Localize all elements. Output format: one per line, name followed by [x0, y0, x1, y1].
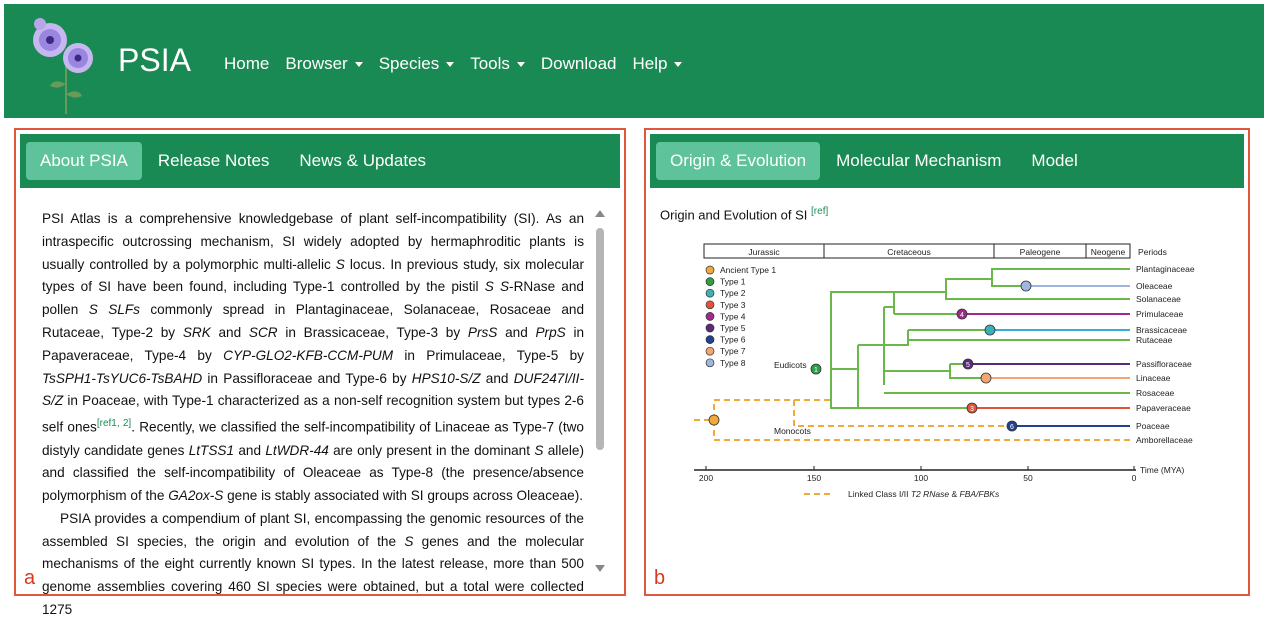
type-legend — [706, 265, 776, 368]
legend-label: Type 5 — [720, 323, 746, 333]
axis-tick-label: 150 — [806, 473, 822, 483]
taxon-label: Brassicaceae — [1136, 325, 1188, 335]
node-number-6: 6 — [1010, 424, 1014, 431]
evolution-panel — [644, 128, 1250, 596]
legend-label: Type 2 — [720, 288, 746, 299]
tab-release-notes[interactable]: Release Notes — [157, 151, 270, 170]
axis-tick-label: 200 — [698, 473, 714, 483]
taxon-label: Solanaceae — [1136, 294, 1181, 304]
menu-download[interactable] — [541, 54, 617, 74]
node-number-5: 5 — [966, 362, 970, 369]
taxon-label: Oleaceae — [1136, 281, 1173, 291]
taxon-label: Amborellaceae — [1136, 435, 1193, 445]
legend-marker — [706, 301, 714, 309]
axis-label: Time (MYA) — [1140, 465, 1185, 475]
clade-eudicots: Eudicots — [774, 360, 807, 370]
menu-home[interactable] — [224, 54, 269, 74]
menu-species[interactable] — [379, 54, 454, 74]
legend-marker — [706, 347, 714, 355]
period-cretaceous: Cretaceous — [887, 247, 931, 257]
legend-label: Ancient Type 1 — [720, 265, 777, 275]
menu-browser-label: Browser — [285, 54, 348, 73]
period-jurassic: Jurassic — [748, 247, 780, 257]
axis-tick-label: 0 — [1131, 473, 1137, 483]
figure-title: Origin and Evolution of SI [ref] — [660, 206, 829, 223]
main-menu — [224, 54, 698, 74]
legend-marker — [706, 359, 714, 367]
menu-tools[interactable] — [470, 54, 525, 74]
periods-label: Periods — [1138, 247, 1167, 257]
linked-class-legend: Linked Class I/II T2 RNase & FBA/FBKs — [848, 489, 1000, 499]
clade-monocots: Monocots — [774, 426, 811, 436]
period-neogene: Neogene — [1090, 247, 1126, 257]
taxon-label: Primulaceae — [1136, 309, 1184, 319]
taxon-label: Rutaceae — [1136, 335, 1173, 345]
legend-label: Type 3 — [720, 299, 746, 310]
legend-label: Type 4 — [720, 311, 746, 322]
legend-marker — [706, 266, 714, 274]
taxon-label: Poaceae — [1136, 421, 1170, 431]
menu-species-label: Species — [378, 54, 440, 73]
caret-down-icon — [674, 62, 682, 67]
time-axis — [699, 466, 1137, 483]
legend-marker — [706, 289, 714, 297]
caret-down-icon — [355, 62, 363, 67]
legend-label: Type 7 — [720, 346, 746, 357]
legend-marker — [706, 336, 714, 344]
menu-help[interactable] — [633, 54, 683, 74]
period-paleogene: Paleogene — [1019, 247, 1061, 257]
tab-molecular-mechanism[interactable]: Molecular Mechanism — [836, 151, 1002, 170]
si-evolution-tree — [686, 230, 1206, 530]
menu-browser[interactable] — [285, 54, 362, 74]
taxon-label: Linaceae — [1136, 373, 1171, 383]
menu-tools-label: Tools — [470, 54, 510, 73]
axis-tick-label: 100 — [913, 473, 929, 483]
about-scrollbar[interactable] — [594, 208, 606, 584]
scroll-down-icon[interactable] — [595, 565, 605, 572]
node-number-1: 1 — [814, 367, 818, 374]
taxon-label: Plantaginaceae — [1136, 264, 1195, 274]
about-panel — [14, 128, 626, 618]
taxa-labels — [1136, 264, 1195, 445]
legend-marker — [706, 312, 714, 320]
legend-label: Type 1 — [720, 276, 746, 287]
legend-label: Type 8 — [720, 357, 746, 368]
figure-ref-link[interactable]: [ref] — [811, 206, 829, 217]
scroll-up-icon[interactable] — [595, 210, 605, 217]
taxon-label: Rosaceae — [1136, 388, 1175, 398]
caret-down-icon — [517, 62, 525, 67]
flower-logo-icon[interactable] — [26, 14, 106, 114]
tab-origin-evolution[interactable]: Origin & Evolution — [656, 142, 820, 180]
legend-marker — [706, 278, 714, 286]
about-paragraph-2: PSIA provides a compendium of plant SI, encompassing the genomic resources of the assembled SI species, the origin and evolution of the S genes and the molecular mechanisms of the eight currently known SI types. In the latest release, more than 500 genome assemblies covering 460 SI species were obtained, but a total were collected 1275 — [42, 510, 584, 618]
taxon-label: Passifloraceae — [1136, 359, 1192, 369]
menu-home-label: Home — [224, 54, 270, 73]
node-number-3: 3 — [970, 406, 974, 413]
tab-about-psia[interactable]: About PSIA — [26, 142, 142, 180]
about-tabs — [20, 134, 620, 188]
caret-down-icon — [446, 62, 454, 67]
brand-title[interactable]: PSIA — [118, 42, 191, 78]
taxon-label: Papaveraceae — [1136, 403, 1191, 413]
panel-label-b: b — [654, 567, 666, 589]
evolution-tabs — [650, 134, 1244, 188]
ref-link[interactable]: [ref1, 2] — [96, 418, 132, 430]
node-number-4: 4 — [960, 312, 964, 319]
scroll-thumb[interactable] — [596, 228, 604, 450]
tab-news-updates[interactable]: News & Updates — [299, 151, 427, 170]
legend-label: Type 6 — [720, 334, 746, 345]
legend-marker — [706, 324, 714, 332]
menu-help-label: Help — [632, 54, 668, 73]
top-navbar — [4, 4, 1264, 118]
about-paragraph-1: PSI Atlas is a comprehensive knowledgebase of plant self-incompatibility (SI). As an intraspecific outcrossing mechanism, SI widely adopted by hermaphroditic plants is usually controlled by a polymorphic multi-allelic S locus. In previous study, six molecular types of SI have been found, including Type-1 controlled by the pistil S S-RNase and pollen S SLFs commonly spread in Plantaginaceae, Solanaceae, Rosaceae and Rutaceae, Type-2 by SRK and SCR in Brassicaceae, Type-3 by PrsS and PrpS in Papaveraceae, Type-4 by CYP-GLO2-KFB-CCM-PUM in Primulaceae, Type-5 by TsSPH1-TsYUC6-TsBAHD in Passifloraceae and Type-6 by HPS10-S/Z and DUF247I/II-S/Z in Poaceae, with Type-1 characterized as a non-self recognition system but types 2-6 self ones[ref1, 2]. Recently, we classified the self-incompatibility of Linaceae as Type-7 (two distyly candidate genes LtTSS1 and LtWDR-44 are only present in the dominant S allele) and classified the self-incompatibility of Oleaceae as Type-8 (the presence/absence polymorphism of the GA2ox-S gene is stably associated with SI groups across Oleaceae). — [42, 211, 585, 504]
menu-download-label: Download — [540, 54, 617, 73]
about-text — [42, 208, 585, 618]
axis-tick-label: 50 — [1023, 473, 1033, 483]
panel-label-a: a — [24, 567, 36, 589]
tab-model[interactable]: Model — [1031, 151, 1078, 170]
